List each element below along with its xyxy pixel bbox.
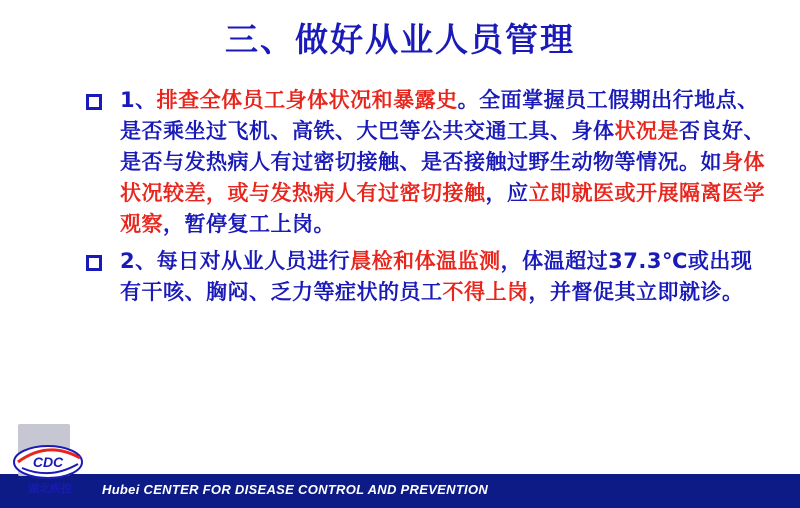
- square-bullet-icon: [86, 255, 102, 271]
- bullet-item-1: [86, 85, 766, 240]
- bullet-text-1: [120, 85, 766, 240]
- text-segment: 1、: [120, 88, 157, 112]
- square-bullet-icon: [86, 94, 102, 110]
- highlight-segment: 不得上岗: [442, 280, 529, 304]
- logo-caption: 湖北疾控: [28, 482, 72, 495]
- text-segment: ，应: [485, 181, 529, 205]
- bullet-item-2: [86, 246, 766, 308]
- text-segment: 否良好、是否与发热病人有过密切接触、是否接触过野生动物等情况。如: [120, 119, 765, 174]
- text-segment: 。全面掌握员工假期出行地点、是否乘坐过飞机、高铁、大巴等公共交通工具、身体: [120, 88, 759, 143]
- text-segment: ，体温超过37.3℃或出现有干咳、胸闷、乏力等症状的员工: [120, 249, 753, 304]
- text-segment: ，暂停复工上岗。: [163, 212, 335, 236]
- bullet-list: [86, 85, 766, 314]
- highlight-segment: 立即就医或开展隔离医学观察: [120, 181, 765, 236]
- highlight-segment: 排查全体员工身体状况和暴露史: [156, 88, 458, 112]
- logo-letters: CDC: [32, 454, 64, 470]
- bullet-text-2: [120, 246, 766, 308]
- slide-title: 三、做好从业人员管理: [225, 20, 575, 59]
- cdc-emblem-icon: [4, 428, 100, 484]
- text-segment: ，并督促其立即就诊。: [528, 280, 744, 304]
- highlight-segment: 身体状况较差，或与发热病人有过密切接触: [120, 150, 765, 205]
- highlight-segment: 状况是: [614, 119, 679, 143]
- hubei-cdc-logo: [4, 424, 100, 508]
- highlight-segment: 晨检和体温监测: [350, 249, 501, 273]
- text-segment: 2、每日对从业人员进行: [120, 249, 351, 273]
- footer-org-name: Hubei CENTER FOR DISEASE CONTROL AND PREVENTION: [102, 482, 489, 497]
